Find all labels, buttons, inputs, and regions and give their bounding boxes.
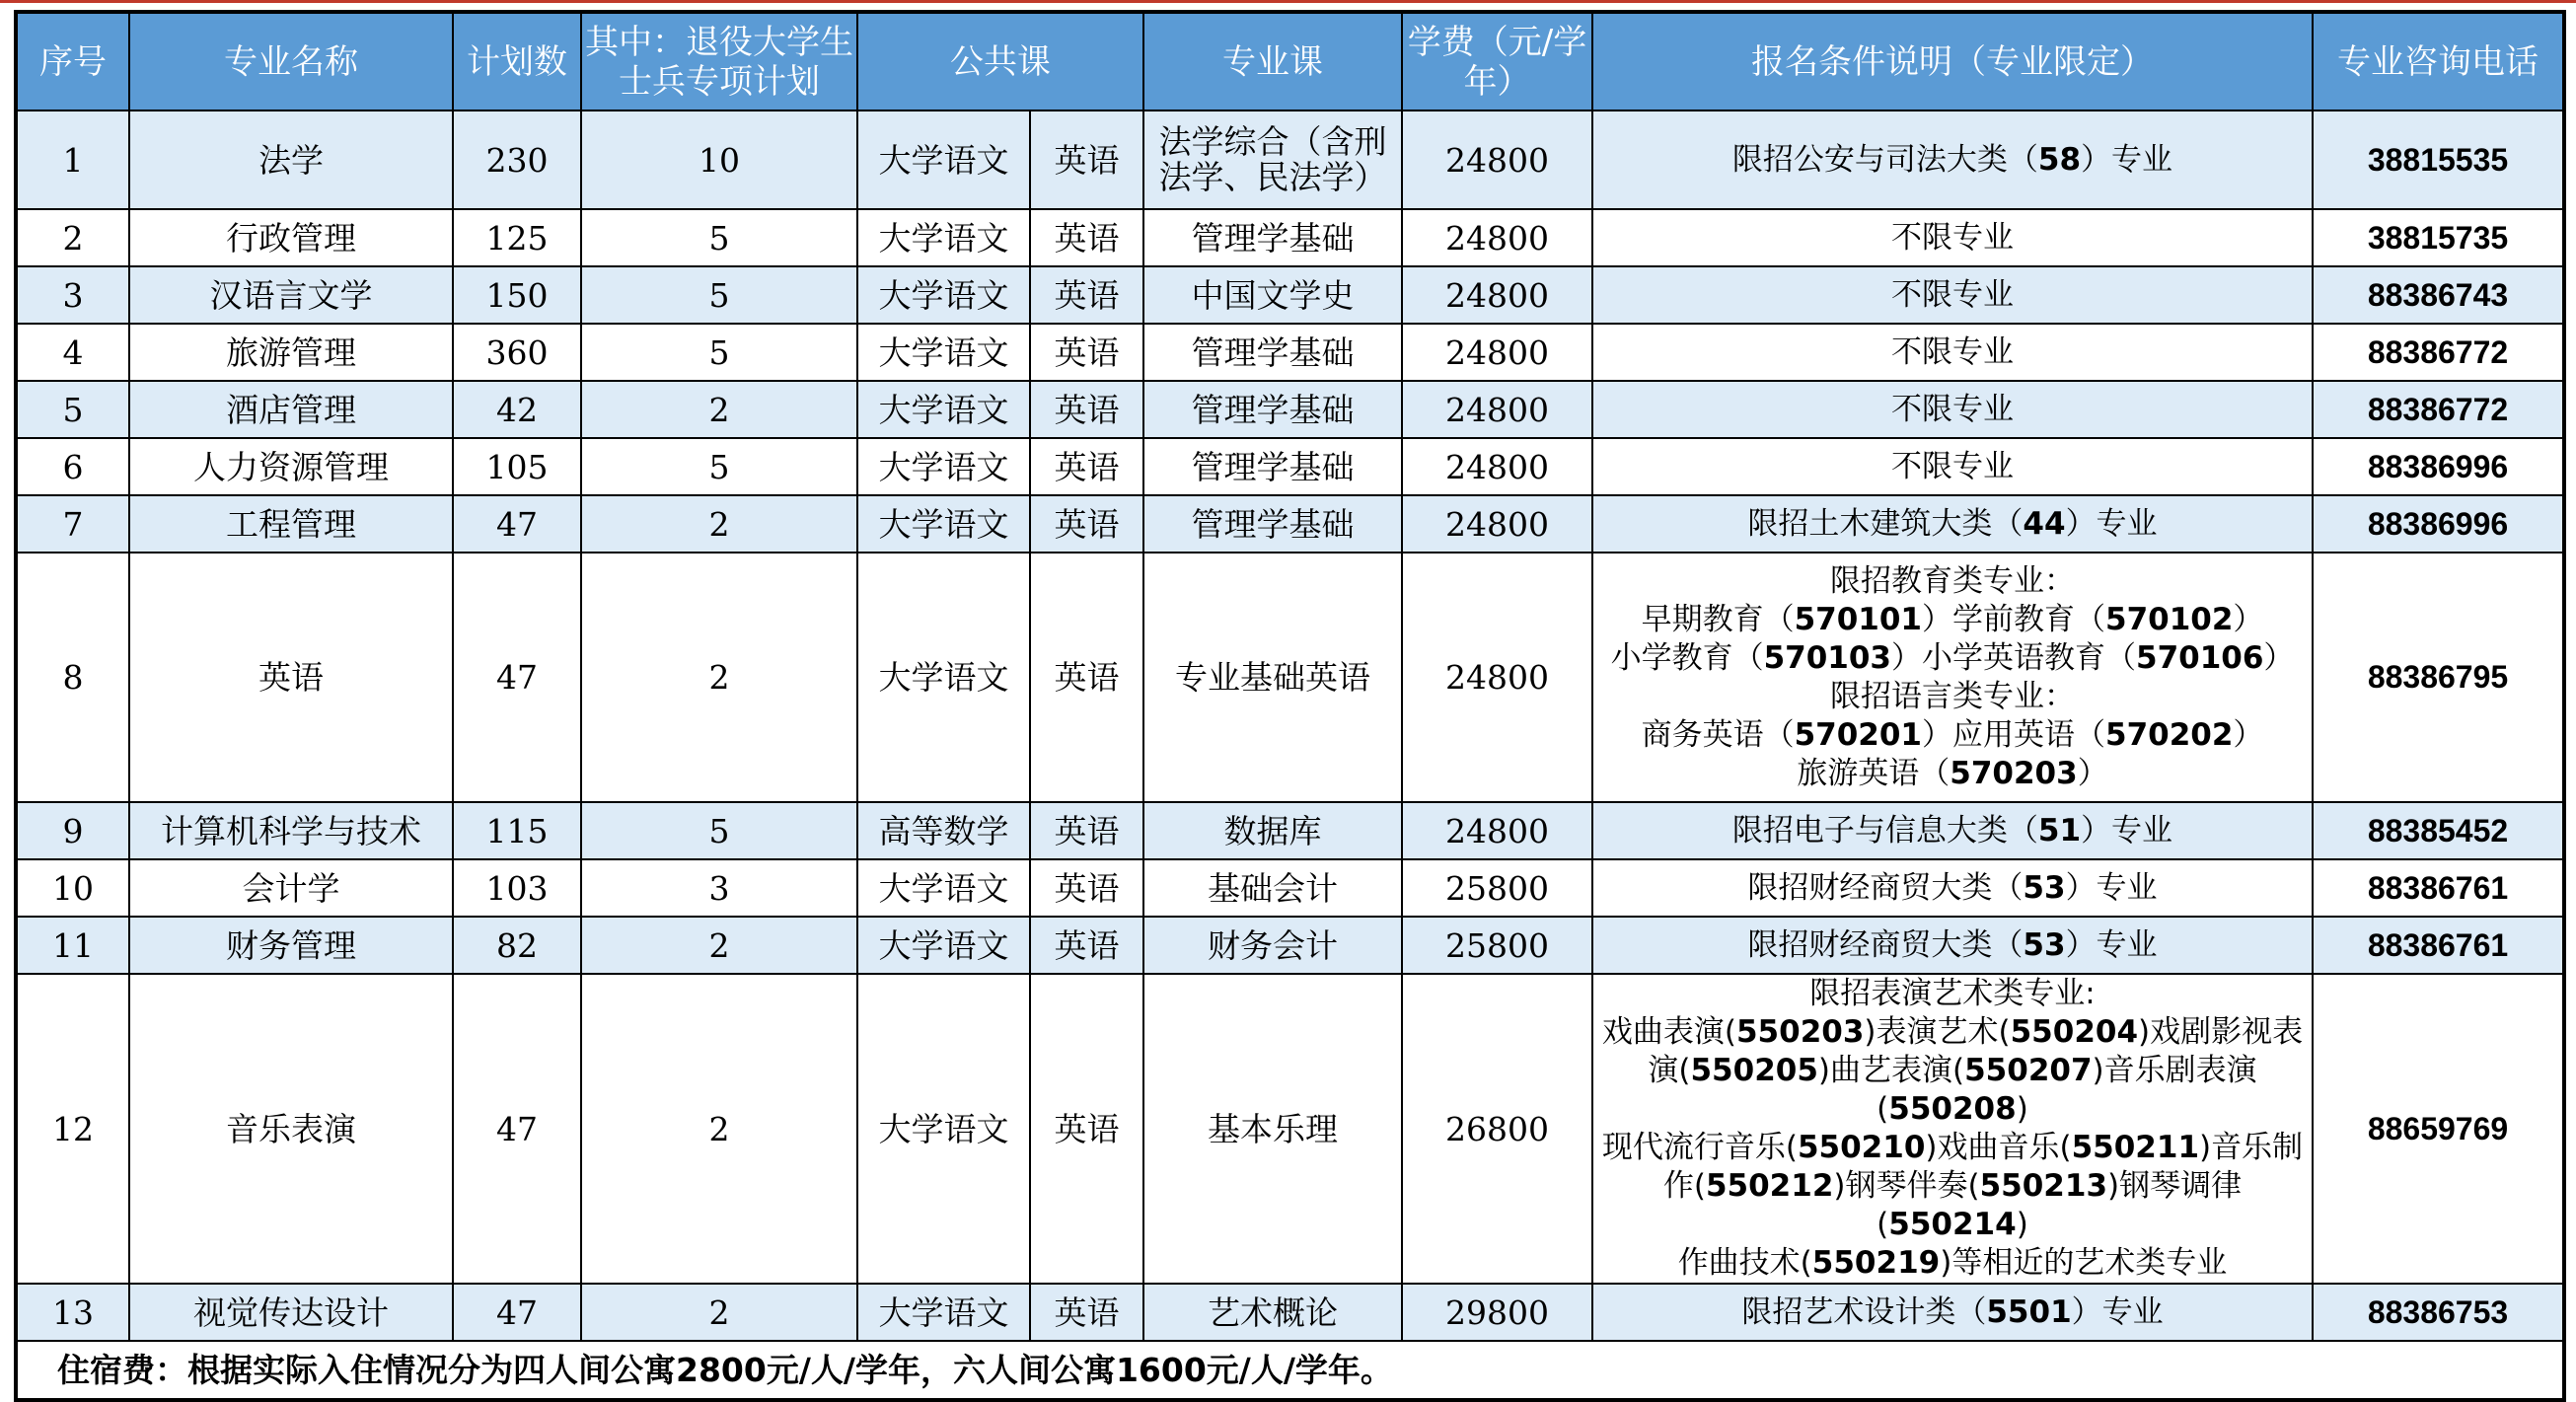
veteran-plan-cell: 5 bbox=[581, 209, 857, 266]
tuition-fee-cell: 24800 bbox=[1402, 802, 1592, 859]
footer-row bbox=[16, 1341, 2564, 1400]
public-course-1-cell: 大学语文 bbox=[857, 438, 1030, 495]
tuition-fee-cell: 24800 bbox=[1402, 381, 1592, 438]
condition-line: 限招土木建筑大类（44）专业 bbox=[1747, 505, 2158, 542]
public-course-1-cell: 大学语文 bbox=[857, 917, 1030, 974]
tuition-fee-cell: 24800 bbox=[1402, 209, 1592, 266]
table-row bbox=[16, 1284, 2564, 1341]
phone-cell: 88386996 bbox=[2313, 438, 2564, 495]
major-name-cell: 法学 bbox=[129, 111, 453, 209]
major-course-cell: 中国文学史 bbox=[1143, 266, 1402, 324]
table-row bbox=[16, 553, 2564, 802]
phone-cell: 88386753 bbox=[2313, 1284, 2564, 1341]
condition-line: 作(550212)钢琴伴奏(550213)钢琴调律(550214) bbox=[1662, 1168, 2243, 1242]
public-course-2-cell: 英语 bbox=[1030, 111, 1143, 209]
enrollment-table bbox=[14, 10, 2566, 1402]
plan-count-cell: 125 bbox=[453, 209, 581, 266]
condition-line: 不限专业 bbox=[1891, 391, 2014, 427]
phone-cell: 88385452 bbox=[2313, 802, 2564, 859]
conditions-cell bbox=[1592, 495, 2313, 553]
header-phone: 专业咨询电话 bbox=[2313, 12, 2564, 111]
conditions-cell bbox=[1592, 209, 2313, 266]
conditions-cell bbox=[1592, 917, 2313, 974]
condition-line: 限招财经商贸大类（53）专业 bbox=[1747, 926, 2158, 963]
major-name-cell: 行政管理 bbox=[129, 209, 453, 266]
plan-count-cell: 150 bbox=[453, 266, 581, 324]
condition-line: 限招教育类专业： bbox=[1830, 562, 2075, 599]
major-course-cell: 艺术概论 bbox=[1143, 1284, 1402, 1341]
major-name-cell: 财务管理 bbox=[129, 917, 453, 974]
plan-count-cell: 230 bbox=[453, 111, 581, 209]
conditions-cell bbox=[1592, 802, 2313, 859]
major-name-cell: 酒店管理 bbox=[129, 381, 453, 438]
conditions-cell bbox=[1592, 859, 2313, 917]
row-number-cell: 2 bbox=[16, 209, 129, 266]
public-course-2-cell: 英语 bbox=[1030, 495, 1143, 553]
row-number-cell: 12 bbox=[16, 974, 129, 1284]
major-name-cell: 旅游管理 bbox=[129, 324, 453, 381]
tuition-fee-cell: 24800 bbox=[1402, 438, 1592, 495]
public-course-1-cell: 大学语文 bbox=[857, 266, 1030, 324]
public-course-1-cell: 大学语文 bbox=[857, 381, 1030, 438]
table-row bbox=[16, 974, 2564, 1284]
veteran-plan-cell: 10 bbox=[581, 111, 857, 209]
header-major: 专业名称 bbox=[129, 12, 453, 111]
row-number-cell: 4 bbox=[16, 324, 129, 381]
public-course-1-cell: 大学语文 bbox=[857, 859, 1030, 917]
row-number-cell: 5 bbox=[16, 381, 129, 438]
public-course-2-cell: 英语 bbox=[1030, 324, 1143, 381]
public-course-2-cell: 英语 bbox=[1030, 381, 1143, 438]
public-course-2-cell: 英语 bbox=[1030, 917, 1143, 974]
major-name-cell: 音乐表演 bbox=[129, 974, 453, 1284]
condition-line: 旅游英语（570203） bbox=[1797, 755, 2108, 791]
public-course-2-cell: 英语 bbox=[1030, 553, 1143, 802]
public-course-2-cell: 英语 bbox=[1030, 266, 1143, 324]
header-public-course: 公共课 bbox=[857, 12, 1143, 111]
plan-count-cell: 105 bbox=[453, 438, 581, 495]
public-course-1-cell: 大学语文 bbox=[857, 324, 1030, 381]
accommodation-note: 住宿费：根据实际入住情况分为四人间公寓2800元/人/学年，六人间公寓1600元/人/学年。 bbox=[16, 1341, 2564, 1400]
phone-cell: 88386761 bbox=[2313, 859, 2564, 917]
table-row bbox=[16, 859, 2564, 917]
conditions-cell bbox=[1592, 553, 2313, 802]
tuition-fee-cell: 24800 bbox=[1402, 111, 1592, 209]
public-course-1-cell: 大学语文 bbox=[857, 1284, 1030, 1341]
phone-cell: 88386772 bbox=[2313, 324, 2564, 381]
major-name-cell: 视觉传达设计 bbox=[129, 1284, 453, 1341]
table-row bbox=[16, 917, 2564, 974]
major-course-cell: 管理学基础 bbox=[1143, 495, 1402, 553]
major-name-cell: 英语 bbox=[129, 553, 453, 802]
table-row bbox=[16, 381, 2564, 438]
major-course-cell: 数据库 bbox=[1143, 802, 1402, 859]
table-row bbox=[16, 324, 2564, 381]
condition-line: 限招语言类专业： bbox=[1830, 678, 2075, 714]
condition-line: 限招表演艺术类专业: bbox=[1809, 976, 2096, 1011]
tuition-fee-cell: 29800 bbox=[1402, 1284, 1592, 1341]
tuition-fee-cell: 24800 bbox=[1402, 495, 1592, 553]
condition-line: 不限专业 bbox=[1891, 333, 2014, 370]
condition-line: 作曲技术(550219)等相近的艺术类专业 bbox=[1677, 1245, 2228, 1281]
public-course-1-cell: 大学语文 bbox=[857, 111, 1030, 209]
major-name-cell: 工程管理 bbox=[129, 495, 453, 553]
major-course-cell: 法学综合（含刑法学、民法学） bbox=[1143, 111, 1402, 209]
major-course-cell: 管理学基础 bbox=[1143, 209, 1402, 266]
tuition-fee-cell: 25800 bbox=[1402, 859, 1592, 917]
conditions-cell bbox=[1592, 438, 2313, 495]
major-name-cell: 汉语言文学 bbox=[129, 266, 453, 324]
phone-cell: 88386761 bbox=[2313, 917, 2564, 974]
major-name-cell: 人力资源管理 bbox=[129, 438, 453, 495]
condition-line: 早期教育（570101）学前教育（570102） bbox=[1641, 601, 2264, 637]
row-number-cell: 9 bbox=[16, 802, 129, 859]
row-number-cell: 6 bbox=[16, 438, 129, 495]
table-row bbox=[16, 111, 2564, 209]
plan-count-cell: 360 bbox=[453, 324, 581, 381]
row-number-cell: 3 bbox=[16, 266, 129, 324]
header-conditions: 报名条件说明（专业限定） bbox=[1592, 12, 2313, 111]
major-course-cell: 管理学基础 bbox=[1143, 324, 1402, 381]
veteran-plan-cell: 2 bbox=[581, 495, 857, 553]
veteran-plan-cell: 2 bbox=[581, 974, 857, 1284]
header-major-course: 专业课 bbox=[1143, 12, 1402, 111]
condition-line: 演(550205)曲艺表演(550207)音乐剧表演(550208) bbox=[1648, 1053, 2257, 1127]
condition-line: 现代流行音乐(550210)戏曲音乐(550211)音乐制 bbox=[1601, 1130, 2304, 1165]
phone-cell: 88386772 bbox=[2313, 381, 2564, 438]
header-no: 序号 bbox=[16, 12, 129, 111]
condition-line: 限招公安与司法大类（58）专业 bbox=[1731, 141, 2173, 178]
public-course-1-cell: 大学语文 bbox=[857, 209, 1030, 266]
public-course-1-cell: 大学语文 bbox=[857, 974, 1030, 1284]
public-course-2-cell: 英语 bbox=[1030, 974, 1143, 1284]
major-course-cell: 专业基础英语 bbox=[1143, 553, 1402, 802]
tuition-fee-cell: 24800 bbox=[1402, 266, 1592, 324]
row-number-cell: 8 bbox=[16, 553, 129, 802]
conditions-cell bbox=[1592, 324, 2313, 381]
phone-cell: 88386996 bbox=[2313, 495, 2564, 553]
conditions-cell bbox=[1592, 974, 2313, 1284]
veteran-plan-cell: 2 bbox=[581, 917, 857, 974]
condition-line: 限招电子与信息大类（51）专业 bbox=[1731, 812, 2173, 849]
tuition-fee-cell: 26800 bbox=[1402, 974, 1592, 1284]
veteran-plan-cell: 2 bbox=[581, 381, 857, 438]
veteran-plan-cell: 3 bbox=[581, 859, 857, 917]
table-row bbox=[16, 802, 2564, 859]
public-course-2-cell: 英语 bbox=[1030, 859, 1143, 917]
condition-line: 限招财经商贸大类（53）专业 bbox=[1747, 869, 2158, 906]
public-course-1-cell: 高等数学 bbox=[857, 802, 1030, 859]
plan-count-cell: 82 bbox=[453, 917, 581, 974]
row-number-cell: 13 bbox=[16, 1284, 129, 1341]
condition-line: 限招艺术设计类（5501）专业 bbox=[1741, 1293, 2164, 1330]
phone-cell: 88386743 bbox=[2313, 266, 2564, 324]
table-row bbox=[16, 495, 2564, 553]
major-course-cell: 财务会计 bbox=[1143, 917, 1402, 974]
condition-line: 戏曲表演(550203)表演艺术(550204)戏剧影视表 bbox=[1601, 1014, 2304, 1050]
veteran-plan-cell: 5 bbox=[581, 438, 857, 495]
row-number-cell: 11 bbox=[16, 917, 129, 974]
header-veteran: 其中：退役大学生士兵专项计划 bbox=[581, 12, 857, 111]
phone-cell: 38815535 bbox=[2313, 111, 2564, 209]
veteran-plan-cell: 5 bbox=[581, 324, 857, 381]
major-name-cell: 会计学 bbox=[129, 859, 453, 917]
major-course-cell: 管理学基础 bbox=[1143, 438, 1402, 495]
phone-cell: 88659769 bbox=[2313, 974, 2564, 1284]
condition-line: 不限专业 bbox=[1891, 448, 2014, 484]
veteran-plan-cell: 5 bbox=[581, 802, 857, 859]
table-row bbox=[16, 438, 2564, 495]
phone-cell: 88386795 bbox=[2313, 553, 2564, 802]
major-course-cell: 基本乐理 bbox=[1143, 974, 1402, 1284]
condition-line: 小学教育（570103）小学英语教育（570106） bbox=[1610, 639, 2295, 676]
plan-count-cell: 47 bbox=[453, 553, 581, 802]
public-course-2-cell: 英语 bbox=[1030, 1284, 1143, 1341]
tuition-fee-cell: 24800 bbox=[1402, 324, 1592, 381]
major-name-cell: 计算机科学与技术 bbox=[129, 802, 453, 859]
table-row bbox=[16, 209, 2564, 266]
veteran-plan-cell: 2 bbox=[581, 1284, 857, 1341]
table-row bbox=[16, 266, 2564, 324]
plan-count-cell: 47 bbox=[453, 495, 581, 553]
header-row bbox=[16, 12, 2564, 111]
phone-cell: 38815735 bbox=[2313, 209, 2564, 266]
header-plan: 计划数 bbox=[453, 12, 581, 111]
tuition-fee-cell: 24800 bbox=[1402, 553, 1592, 802]
top-accent-line bbox=[0, 0, 2576, 3]
veteran-plan-cell: 2 bbox=[581, 553, 857, 802]
condition-line: 不限专业 bbox=[1891, 219, 2014, 256]
plan-count-cell: 42 bbox=[453, 381, 581, 438]
conditions-cell bbox=[1592, 1284, 2313, 1341]
veteran-plan-cell: 5 bbox=[581, 266, 857, 324]
plan-count-cell: 47 bbox=[453, 1284, 581, 1341]
condition-line: 商务英语（570201）应用英语（570202） bbox=[1641, 716, 2264, 753]
row-number-cell: 7 bbox=[16, 495, 129, 553]
conditions-cell bbox=[1592, 111, 2313, 209]
plan-count-cell: 47 bbox=[453, 974, 581, 1284]
condition-line: 不限专业 bbox=[1891, 276, 2014, 313]
plan-count-cell: 103 bbox=[453, 859, 581, 917]
plan-count-cell: 115 bbox=[453, 802, 581, 859]
row-number-cell: 1 bbox=[16, 111, 129, 209]
conditions-cell bbox=[1592, 266, 2313, 324]
major-course-cell: 基础会计 bbox=[1143, 859, 1402, 917]
public-course-1-cell: 大学语文 bbox=[857, 553, 1030, 802]
tuition-fee-cell: 25800 bbox=[1402, 917, 1592, 974]
public-course-1-cell: 大学语文 bbox=[857, 495, 1030, 553]
major-course-cell: 管理学基础 bbox=[1143, 381, 1402, 438]
public-course-2-cell: 英语 bbox=[1030, 802, 1143, 859]
public-course-2-cell: 英语 bbox=[1030, 438, 1143, 495]
public-course-2-cell: 英语 bbox=[1030, 209, 1143, 266]
conditions-cell bbox=[1592, 381, 2313, 438]
row-number-cell: 10 bbox=[16, 859, 129, 917]
header-fee: 学费（元/学年） bbox=[1402, 12, 1592, 111]
